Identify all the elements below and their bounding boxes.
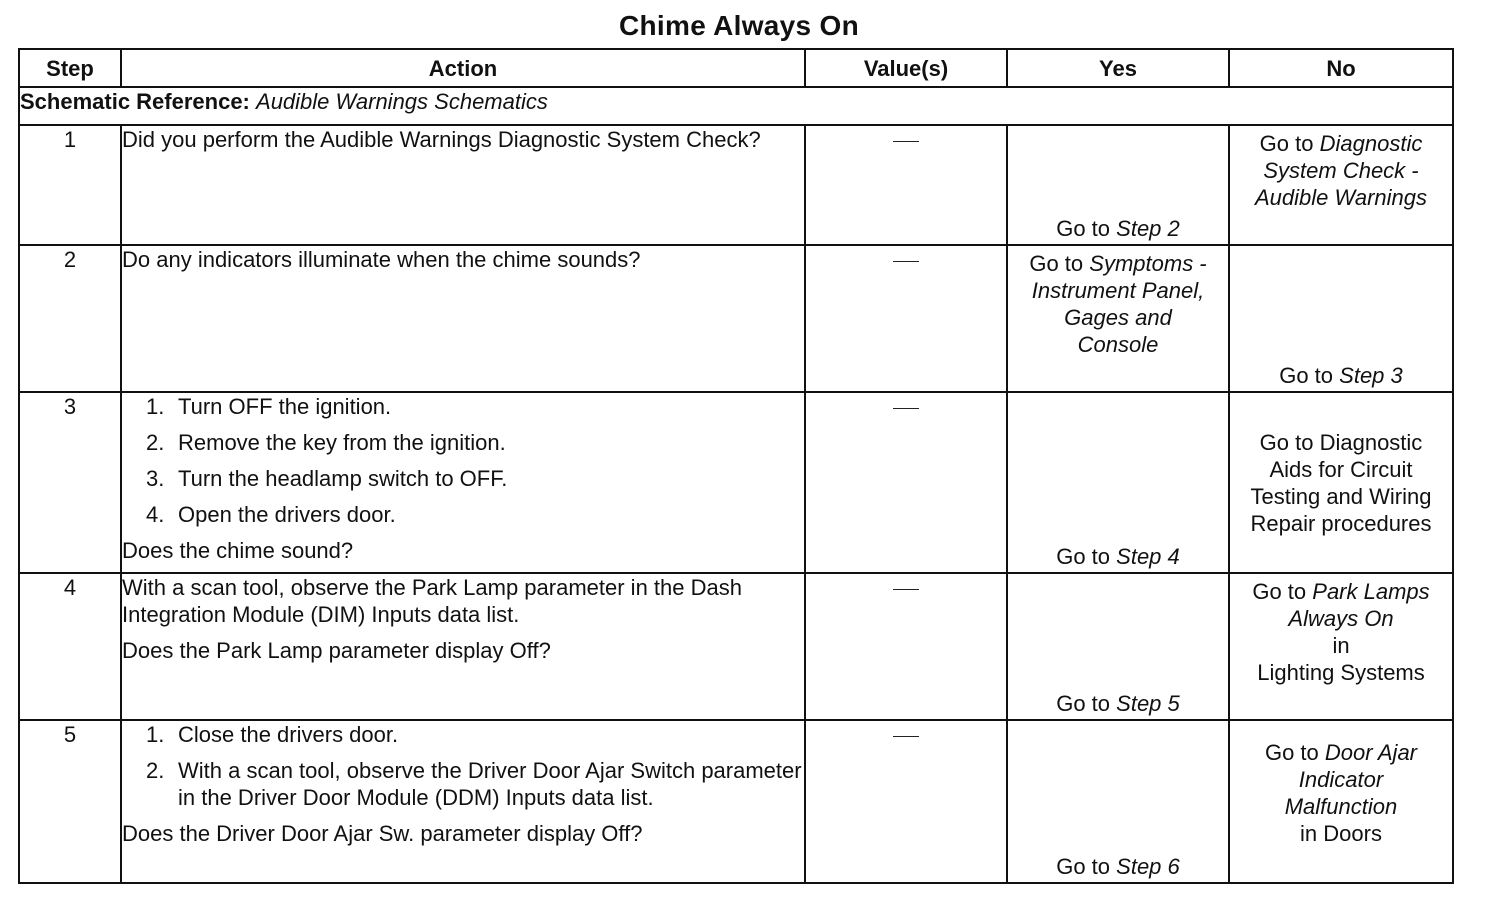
table-row <box>19 720 1453 883</box>
action-cell <box>121 245 805 392</box>
action-steps <box>122 393 804 528</box>
action-step: 4. Open the drivers door. <box>146 502 396 527</box>
value-cell <box>805 125 1007 245</box>
action-cell <box>121 392 805 573</box>
value-cell <box>805 720 1007 883</box>
action-question: Does the Driver Door Ajar Sw. parameter display Off? <box>122 821 643 846</box>
value-dash <box>893 408 919 409</box>
no-cell <box>1229 245 1453 392</box>
column-header-values: Value(s) <box>805 49 1007 87</box>
action-cell <box>121 125 805 245</box>
table-row <box>19 245 1453 392</box>
schematic-reference-label: Schematic Reference: <box>20 89 250 114</box>
yes-cell <box>1007 392 1229 573</box>
action-steps <box>122 721 804 811</box>
value-dash <box>893 261 919 262</box>
action-text: Do any indicators illuminate when the chime sounds? <box>122 247 641 272</box>
no-cell <box>1229 573 1453 720</box>
table-row <box>19 125 1453 245</box>
no-prefix: Go to <box>1279 363 1334 388</box>
yes-cell <box>1007 125 1229 245</box>
step-number: 5 <box>19 720 121 883</box>
table-row <box>19 573 1453 720</box>
action-step: 3. Turn the headlamp switch to OFF. <box>146 466 508 491</box>
yes-prefix: Go to <box>1056 854 1111 879</box>
schematic-reference-row <box>19 87 1453 125</box>
yes-ref: Step 5 <box>1116 691 1180 716</box>
no-ref: Door Ajar Indicator Malfunction <box>1284 740 1418 819</box>
yes-link[interactable] <box>1008 215 1228 242</box>
yes-link[interactable] <box>1008 690 1228 717</box>
no-prefix: Go to <box>1264 740 1319 765</box>
yes-ref: Symptoms - Instrument Panel, Gages and Console <box>1031 251 1207 357</box>
action-text: With a scan tool, observe the Park Lamp parameter in the Dash Integration Module (DIM) Inputs data list. <box>122 575 742 627</box>
schematic-reference-link[interactable]: Audible Warnings Schematics <box>256 89 548 114</box>
yes-ref: Step 2 <box>1116 216 1180 241</box>
value-dash <box>893 141 919 142</box>
value-cell <box>805 573 1007 720</box>
no-section: Lighting Systems <box>1257 660 1425 685</box>
no-ref: Park Lamps Always On <box>1288 579 1430 631</box>
no-cell <box>1229 392 1453 573</box>
yes-prefix: Go to <box>1056 216 1111 241</box>
no-cell <box>1229 720 1453 883</box>
step-number: 1 <box>19 125 121 245</box>
action-step: 2. Remove the key from the ignition. <box>146 430 506 455</box>
yes-prefix: Go to <box>1056 691 1111 716</box>
no-link[interactable] <box>1230 362 1452 389</box>
step-number: 4 <box>19 573 121 720</box>
no-cell <box>1229 125 1453 245</box>
no-prefix: Go to <box>1259 131 1314 156</box>
value-dash <box>893 589 919 590</box>
no-prefix: Go to <box>1252 579 1307 604</box>
yes-link[interactable] <box>1008 853 1228 880</box>
table-row <box>19 392 1453 573</box>
yes-ref: Step 4 <box>1116 544 1180 569</box>
action-question: Does the chime sound? <box>122 538 354 563</box>
no-ref: Diagnostic System Check - Audible Warnings <box>1254 131 1428 210</box>
yes-link[interactable] <box>1008 543 1228 570</box>
step-number: 2 <box>19 245 121 392</box>
no-link[interactable]: Go to Diagnostic Aids for Circuit Testing and Wiring Repair procedures <box>1250 429 1432 536</box>
column-header-yes: Yes <box>1007 49 1229 87</box>
action-text: Did you perform the Audible Warnings Diagnostic System Check? <box>122 127 761 152</box>
yes-prefix: Go to <box>1056 544 1111 569</box>
no-ref: Step 3 <box>1339 363 1403 388</box>
yes-cell <box>1007 245 1229 392</box>
yes-ref: Step 6 <box>1116 854 1180 879</box>
yes-cell <box>1007 720 1229 883</box>
no-link[interactable] <box>1230 574 1452 686</box>
column-header-step: Step <box>19 49 121 87</box>
column-header-action: Action <box>121 49 805 87</box>
value-cell <box>805 392 1007 573</box>
diagnostic-table <box>18 48 1454 884</box>
action-cell <box>121 573 805 720</box>
value-dash <box>893 736 919 737</box>
action-step: 1. Close the drivers door. <box>146 722 399 747</box>
table-header-row <box>19 49 1453 87</box>
value-cell <box>805 245 1007 392</box>
action-question: Does the Park Lamp parameter display Off? <box>122 638 551 663</box>
no-link[interactable] <box>1230 721 1452 847</box>
no-suffix: in Doors <box>1300 821 1382 846</box>
yes-prefix: Go to <box>1029 251 1084 276</box>
yes-link[interactable] <box>1008 246 1228 358</box>
no-link[interactable] <box>1230 126 1452 211</box>
schematic-reference <box>19 87 1453 125</box>
step-number: 3 <box>19 392 121 573</box>
action-cell <box>121 720 805 883</box>
page-title: Chime Always On <box>619 10 859 41</box>
action-step: 2. With a scan tool, observe the Driver Door Ajar Switch parameter in the Driver Door Module (DDM) Inputs data list. <box>146 758 802 810</box>
action-step: 1. Turn OFF the ignition. <box>146 394 392 419</box>
no-in: in <box>1332 633 1350 658</box>
column-header-no: No <box>1229 49 1453 87</box>
yes-cell <box>1007 573 1229 720</box>
